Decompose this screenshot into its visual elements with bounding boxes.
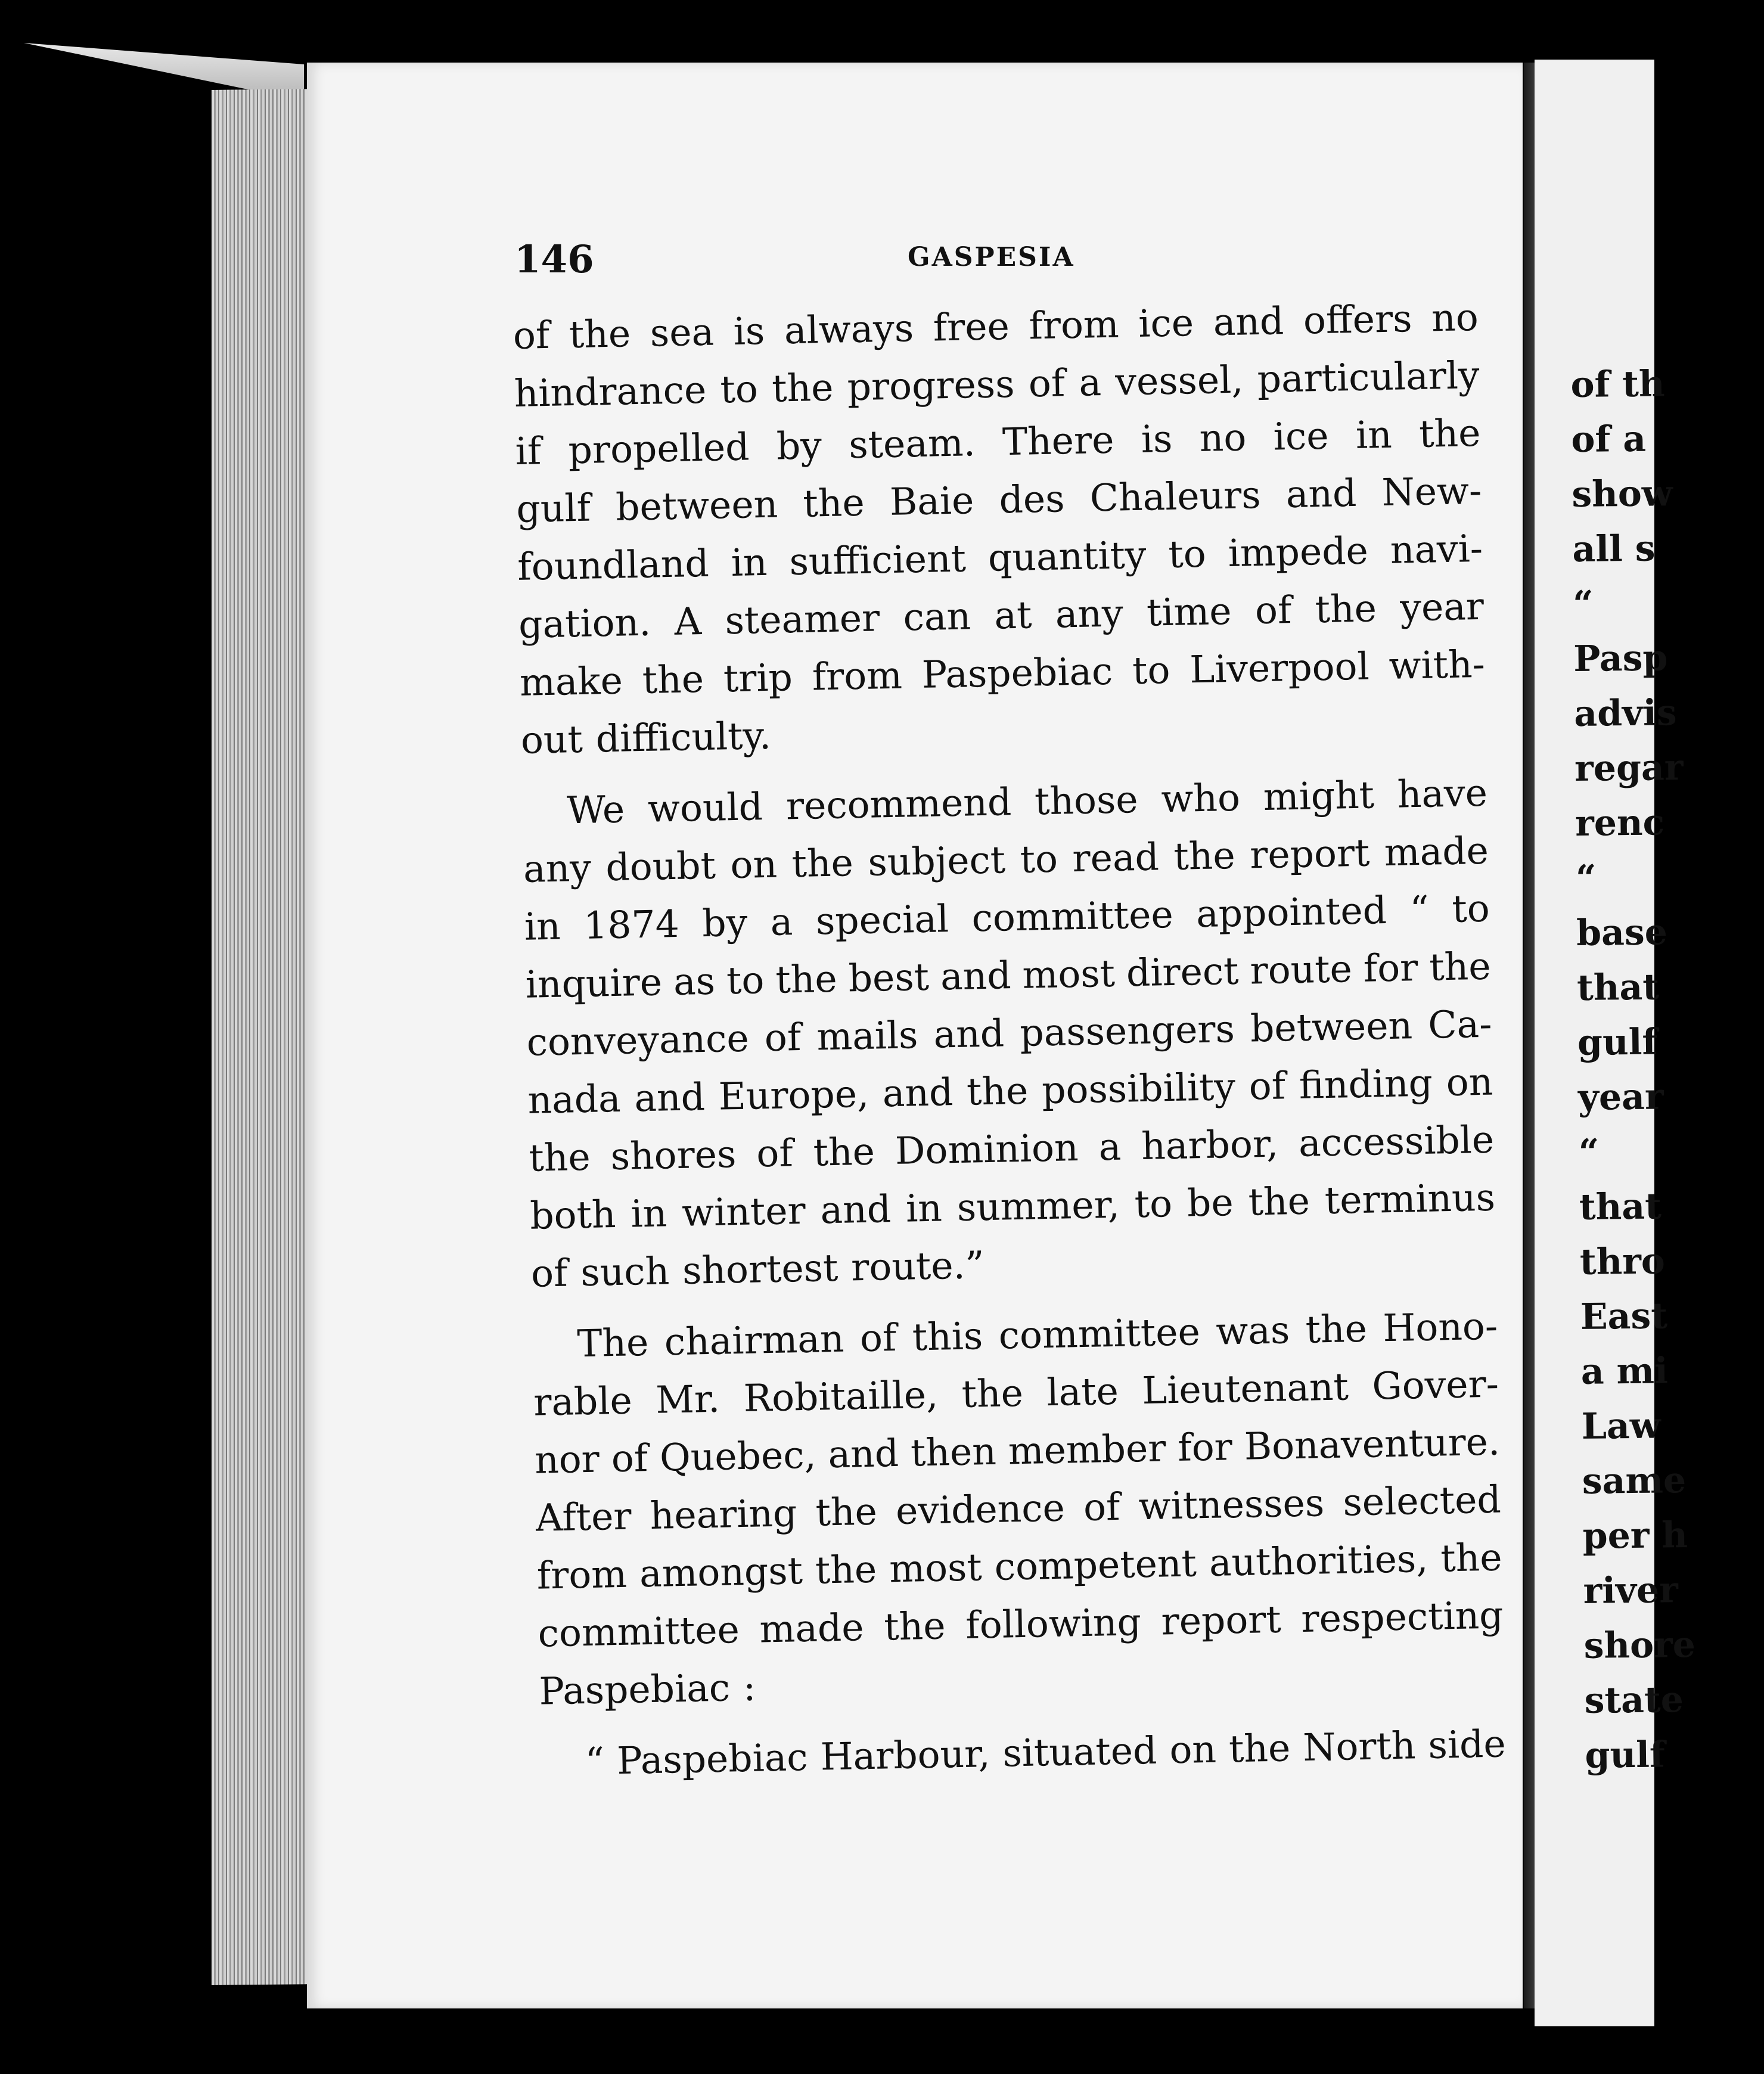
- word: of: [756, 1131, 794, 1176]
- word: Lieutenant: [1141, 1365, 1349, 1413]
- word: the: [771, 365, 834, 411]
- word: harbor,: [1141, 1122, 1279, 1168]
- word: Gover-: [1371, 1362, 1499, 1408]
- word: Paspebiac: [921, 649, 1113, 697]
- word: the: [1428, 944, 1492, 989]
- word: to: [1167, 532, 1207, 576]
- word: quantity: [987, 533, 1147, 580]
- word: side: [1427, 1722, 1507, 1767]
- word: Hono-: [1382, 1304, 1498, 1350]
- word: the: [961, 1371, 1024, 1416]
- facing-line-fragment: river: [1583, 1569, 1679, 1612]
- word: a: [770, 900, 794, 944]
- word: hindrance: [514, 368, 707, 415]
- word: read: [1072, 835, 1160, 881]
- word: recommend: [785, 780, 1012, 828]
- word: Europe,: [718, 1072, 869, 1119]
- facing-line-fragment: Pasp: [1573, 637, 1668, 680]
- word: late: [1046, 1369, 1119, 1415]
- word: Bonaventure.: [1244, 1420, 1501, 1468]
- word: We: [566, 787, 625, 833]
- word: committee: [998, 1310, 1201, 1358]
- word: the: [569, 312, 631, 357]
- word: with-: [1388, 642, 1486, 688]
- word: to: [719, 367, 759, 412]
- word: terminus: [1324, 1175, 1496, 1223]
- word: a: [1098, 1125, 1122, 1169]
- word: the: [1418, 411, 1482, 456]
- body-text: [513, 288, 1507, 1792]
- word: vessel,: [1114, 358, 1244, 404]
- word: to: [1451, 886, 1490, 931]
- word: be: [1187, 1181, 1234, 1225]
- facing-line-fragment: a mi: [1580, 1350, 1669, 1393]
- facing-line-fragment: all s: [1572, 527, 1656, 570]
- word: was: [1215, 1308, 1290, 1353]
- word: of: [530, 1251, 569, 1296]
- word: “: [1409, 887, 1430, 932]
- word: and: [827, 1431, 899, 1477]
- word: from: [812, 653, 903, 699]
- word: of: [611, 1436, 648, 1481]
- word: out: [520, 717, 583, 762]
- word: of: [513, 313, 550, 358]
- word: in: [905, 1186, 943, 1231]
- word: situated: [1002, 1728, 1157, 1775]
- word: between: [1250, 1004, 1413, 1051]
- word: of: [1254, 588, 1292, 633]
- word: report: [1249, 831, 1370, 877]
- word: Dominion: [895, 1126, 1079, 1173]
- facing-line-fragment: advis: [1573, 692, 1677, 735]
- word: difficulty.: [595, 713, 772, 761]
- word: by: [701, 901, 748, 946]
- word: the: [775, 957, 838, 1002]
- word: most: [889, 1545, 983, 1591]
- word: finding: [1299, 1061, 1433, 1107]
- facing-line-fragment: of th: [1570, 363, 1665, 406]
- facing-line-fragment: thro: [1579, 1240, 1666, 1283]
- word: Chaleurs: [1089, 473, 1262, 520]
- word: the: [966, 1069, 1029, 1114]
- word: :: [743, 1665, 756, 1709]
- word: des: [998, 477, 1066, 522]
- word: for: [1177, 1425, 1233, 1470]
- word: the: [1314, 586, 1377, 632]
- word: for: [1363, 946, 1418, 991]
- facing-line-fragment: “: [1575, 857, 1597, 899]
- word: evidence: [895, 1486, 1066, 1533]
- word: Quebec,: [659, 1433, 817, 1480]
- word: of: [764, 1015, 802, 1060]
- word: the: [883, 1604, 946, 1649]
- word: navi-: [1390, 526, 1483, 572]
- facing-line-fragment: “: [1572, 583, 1594, 625]
- word: if: [514, 429, 542, 473]
- word: the: [791, 841, 854, 886]
- word: nor: [534, 1437, 600, 1482]
- word: the: [642, 657, 704, 702]
- word: committee: [971, 892, 1174, 940]
- word: 1874: [583, 902, 680, 948]
- word: impede: [1228, 529, 1369, 576]
- word: no: [1199, 415, 1247, 460]
- word: possibility: [1041, 1064, 1236, 1113]
- top-page-sliver: [24, 43, 304, 91]
- word: inquire: [525, 960, 663, 1007]
- facing-line-fragment: shore: [1583, 1623, 1696, 1667]
- word: who: [1160, 775, 1241, 821]
- word: the: [802, 480, 865, 526]
- word: the: [813, 1129, 875, 1175]
- word: chairman: [664, 1317, 845, 1364]
- word: would: [647, 785, 763, 831]
- word: is: [1141, 417, 1173, 461]
- word: the: [1440, 1535, 1503, 1581]
- word: hearing: [650, 1491, 797, 1538]
- word: this: [912, 1314, 983, 1359]
- word: to: [1132, 648, 1171, 693]
- word: After: [535, 1494, 632, 1540]
- facing-line-fragment: per h: [1582, 1514, 1688, 1557]
- word: gation.: [518, 600, 651, 647]
- word: make: [519, 659, 623, 704]
- word: and: [633, 1075, 706, 1120]
- facing-line-fragment: that: [1579, 1185, 1662, 1228]
- facing-line-fragment: show: [1572, 473, 1673, 516]
- word: appointed: [1195, 889, 1387, 936]
- word: the: [1228, 1726, 1291, 1771]
- word: most: [1021, 951, 1116, 997]
- word: shortest: [682, 1246, 838, 1293]
- facing-line-fragment: year: [1577, 1076, 1664, 1119]
- word: propelled: [567, 425, 750, 473]
- facing-page-text: [1570, 356, 1764, 1783]
- word: sufficient: [788, 536, 967, 584]
- word: route: [1249, 947, 1353, 993]
- word: to: [1134, 1182, 1173, 1227]
- word: as: [673, 959, 716, 1004]
- word: member: [1008, 1426, 1167, 1473]
- word: and: [940, 954, 1012, 999]
- word: winter: [681, 1188, 806, 1235]
- word: free: [933, 305, 1010, 350]
- word: A: [673, 600, 702, 644]
- word: can: [902, 594, 971, 639]
- word: The: [576, 1320, 649, 1366]
- word: offers: [1303, 297, 1413, 343]
- page-number: 146: [514, 237, 594, 282]
- word: witnesses: [1138, 1481, 1325, 1529]
- word: and: [1285, 471, 1358, 517]
- word: of: [859, 1315, 897, 1361]
- word: a: [1078, 361, 1102, 405]
- word: the: [1173, 833, 1236, 878]
- word: route.”: [850, 1243, 985, 1290]
- word: Robitaille,: [743, 1373, 939, 1420]
- right-page-fragment: [1535, 60, 1696, 2026]
- running-title: GASPESIA: [908, 242, 1075, 272]
- facing-line-fragment: gulf: [1585, 1734, 1666, 1777]
- word: accessible: [1298, 1117, 1495, 1165]
- word: special: [815, 897, 949, 943]
- word: Paspebiac: [616, 1735, 809, 1783]
- word: ice: [1273, 414, 1330, 459]
- word: those: [1034, 778, 1139, 824]
- word: conveyance: [526, 1016, 750, 1064]
- word: between: [615, 482, 778, 529]
- word: summer,: [956, 1182, 1120, 1230]
- running-head: [514, 237, 1110, 285]
- book-gutter: [1524, 63, 1535, 2008]
- word: the: [1247, 1179, 1310, 1224]
- word: by: [776, 424, 822, 468]
- book-page-edges: [212, 89, 319, 1985]
- word: Paspebiac: [538, 1666, 731, 1713]
- word: of: [1083, 1485, 1121, 1529]
- word: at: [993, 593, 1033, 638]
- word: of: [1028, 361, 1066, 406]
- word: have: [1397, 771, 1488, 816]
- word: any: [523, 846, 592, 891]
- word: made: [1384, 828, 1489, 875]
- word: year: [1399, 584, 1485, 630]
- word: made: [759, 1606, 865, 1651]
- word: passengers: [1019, 1007, 1235, 1055]
- word: in: [1355, 412, 1393, 457]
- word: There: [1002, 418, 1115, 464]
- word: in: [630, 1191, 667, 1236]
- word: trip: [723, 656, 793, 701]
- word: gulf: [515, 486, 591, 531]
- word: best: [847, 955, 930, 1001]
- word: is: [733, 309, 765, 353]
- word: such: [580, 1249, 670, 1295]
- facing-line-fragment: gulf: [1577, 1021, 1658, 1064]
- word: any: [1055, 591, 1124, 637]
- word: New-: [1381, 468, 1482, 515]
- word: on: [729, 842, 778, 887]
- word: time: [1146, 589, 1232, 635]
- facing-line-fragment: regar: [1574, 747, 1684, 790]
- word: amongst: [639, 1549, 803, 1596]
- word: sea: [650, 310, 715, 355]
- word: always: [784, 306, 914, 353]
- word: to: [1019, 837, 1058, 881]
- word: “: [585, 1739, 605, 1784]
- facing-line-fragment: “: [1578, 1131, 1600, 1173]
- word: Harbour,: [819, 1732, 991, 1779]
- word: and: [1213, 299, 1284, 344]
- word: subject: [867, 838, 1006, 884]
- word: competent: [994, 1541, 1197, 1589]
- facing-line-fragment: that: [1576, 966, 1660, 1009]
- word: shores: [610, 1132, 737, 1179]
- word: in: [524, 904, 561, 949]
- word: and: [819, 1187, 892, 1232]
- word: no: [1431, 295, 1479, 340]
- word: doubt: [605, 843, 716, 890]
- word: steamer: [724, 596, 880, 643]
- word: mails: [816, 1013, 919, 1059]
- word: the: [528, 1135, 591, 1180]
- word: ice: [1138, 301, 1194, 346]
- word: and: [882, 1070, 954, 1116]
- word: authorities,: [1209, 1536, 1428, 1585]
- word: foundland: [517, 541, 710, 589]
- facing-line-fragment: renc: [1574, 802, 1665, 844]
- facing-line-fragment: East: [1580, 1295, 1668, 1338]
- word: of: [1249, 1064, 1286, 1109]
- word: report: [1160, 1597, 1282, 1644]
- word: nada: [527, 1076, 622, 1122]
- word: Liverpool: [1189, 644, 1370, 692]
- word: rable: [533, 1378, 633, 1424]
- word: from: [536, 1552, 628, 1598]
- word: the: [815, 1489, 878, 1535]
- facing-line-fragment: same: [1582, 1460, 1687, 1502]
- word: respecting: [1300, 1593, 1504, 1641]
- word: on: [1169, 1727, 1217, 1772]
- word: progress: [847, 362, 1015, 409]
- word: Ca-: [1427, 1002, 1493, 1047]
- word: the: [1305, 1306, 1368, 1352]
- word: and: [933, 1011, 1005, 1057]
- word: to: [726, 958, 765, 1003]
- word: the: [815, 1547, 877, 1592]
- word: particularly: [1256, 353, 1480, 402]
- word: then: [910, 1429, 997, 1475]
- word: in: [731, 540, 768, 585]
- word: committee: [538, 1608, 740, 1656]
- word: from: [1028, 302, 1120, 348]
- word: Baie: [889, 479, 974, 524]
- word: following: [965, 1600, 1142, 1647]
- word: selected: [1342, 1477, 1502, 1525]
- word: North: [1302, 1724, 1417, 1769]
- word: Mr.: [655, 1377, 720, 1422]
- word: both: [529, 1192, 617, 1238]
- facing-line-fragment: state: [1584, 1679, 1684, 1722]
- word: direct: [1126, 949, 1240, 995]
- word: on: [1445, 1060, 1493, 1105]
- facing-line-fragment: base: [1576, 911, 1668, 954]
- facing-line-fragment: Law: [1581, 1405, 1661, 1448]
- word: steam.: [848, 421, 976, 467]
- word: might: [1263, 773, 1375, 819]
- facing-line-fragment: of a: [1571, 418, 1647, 461]
